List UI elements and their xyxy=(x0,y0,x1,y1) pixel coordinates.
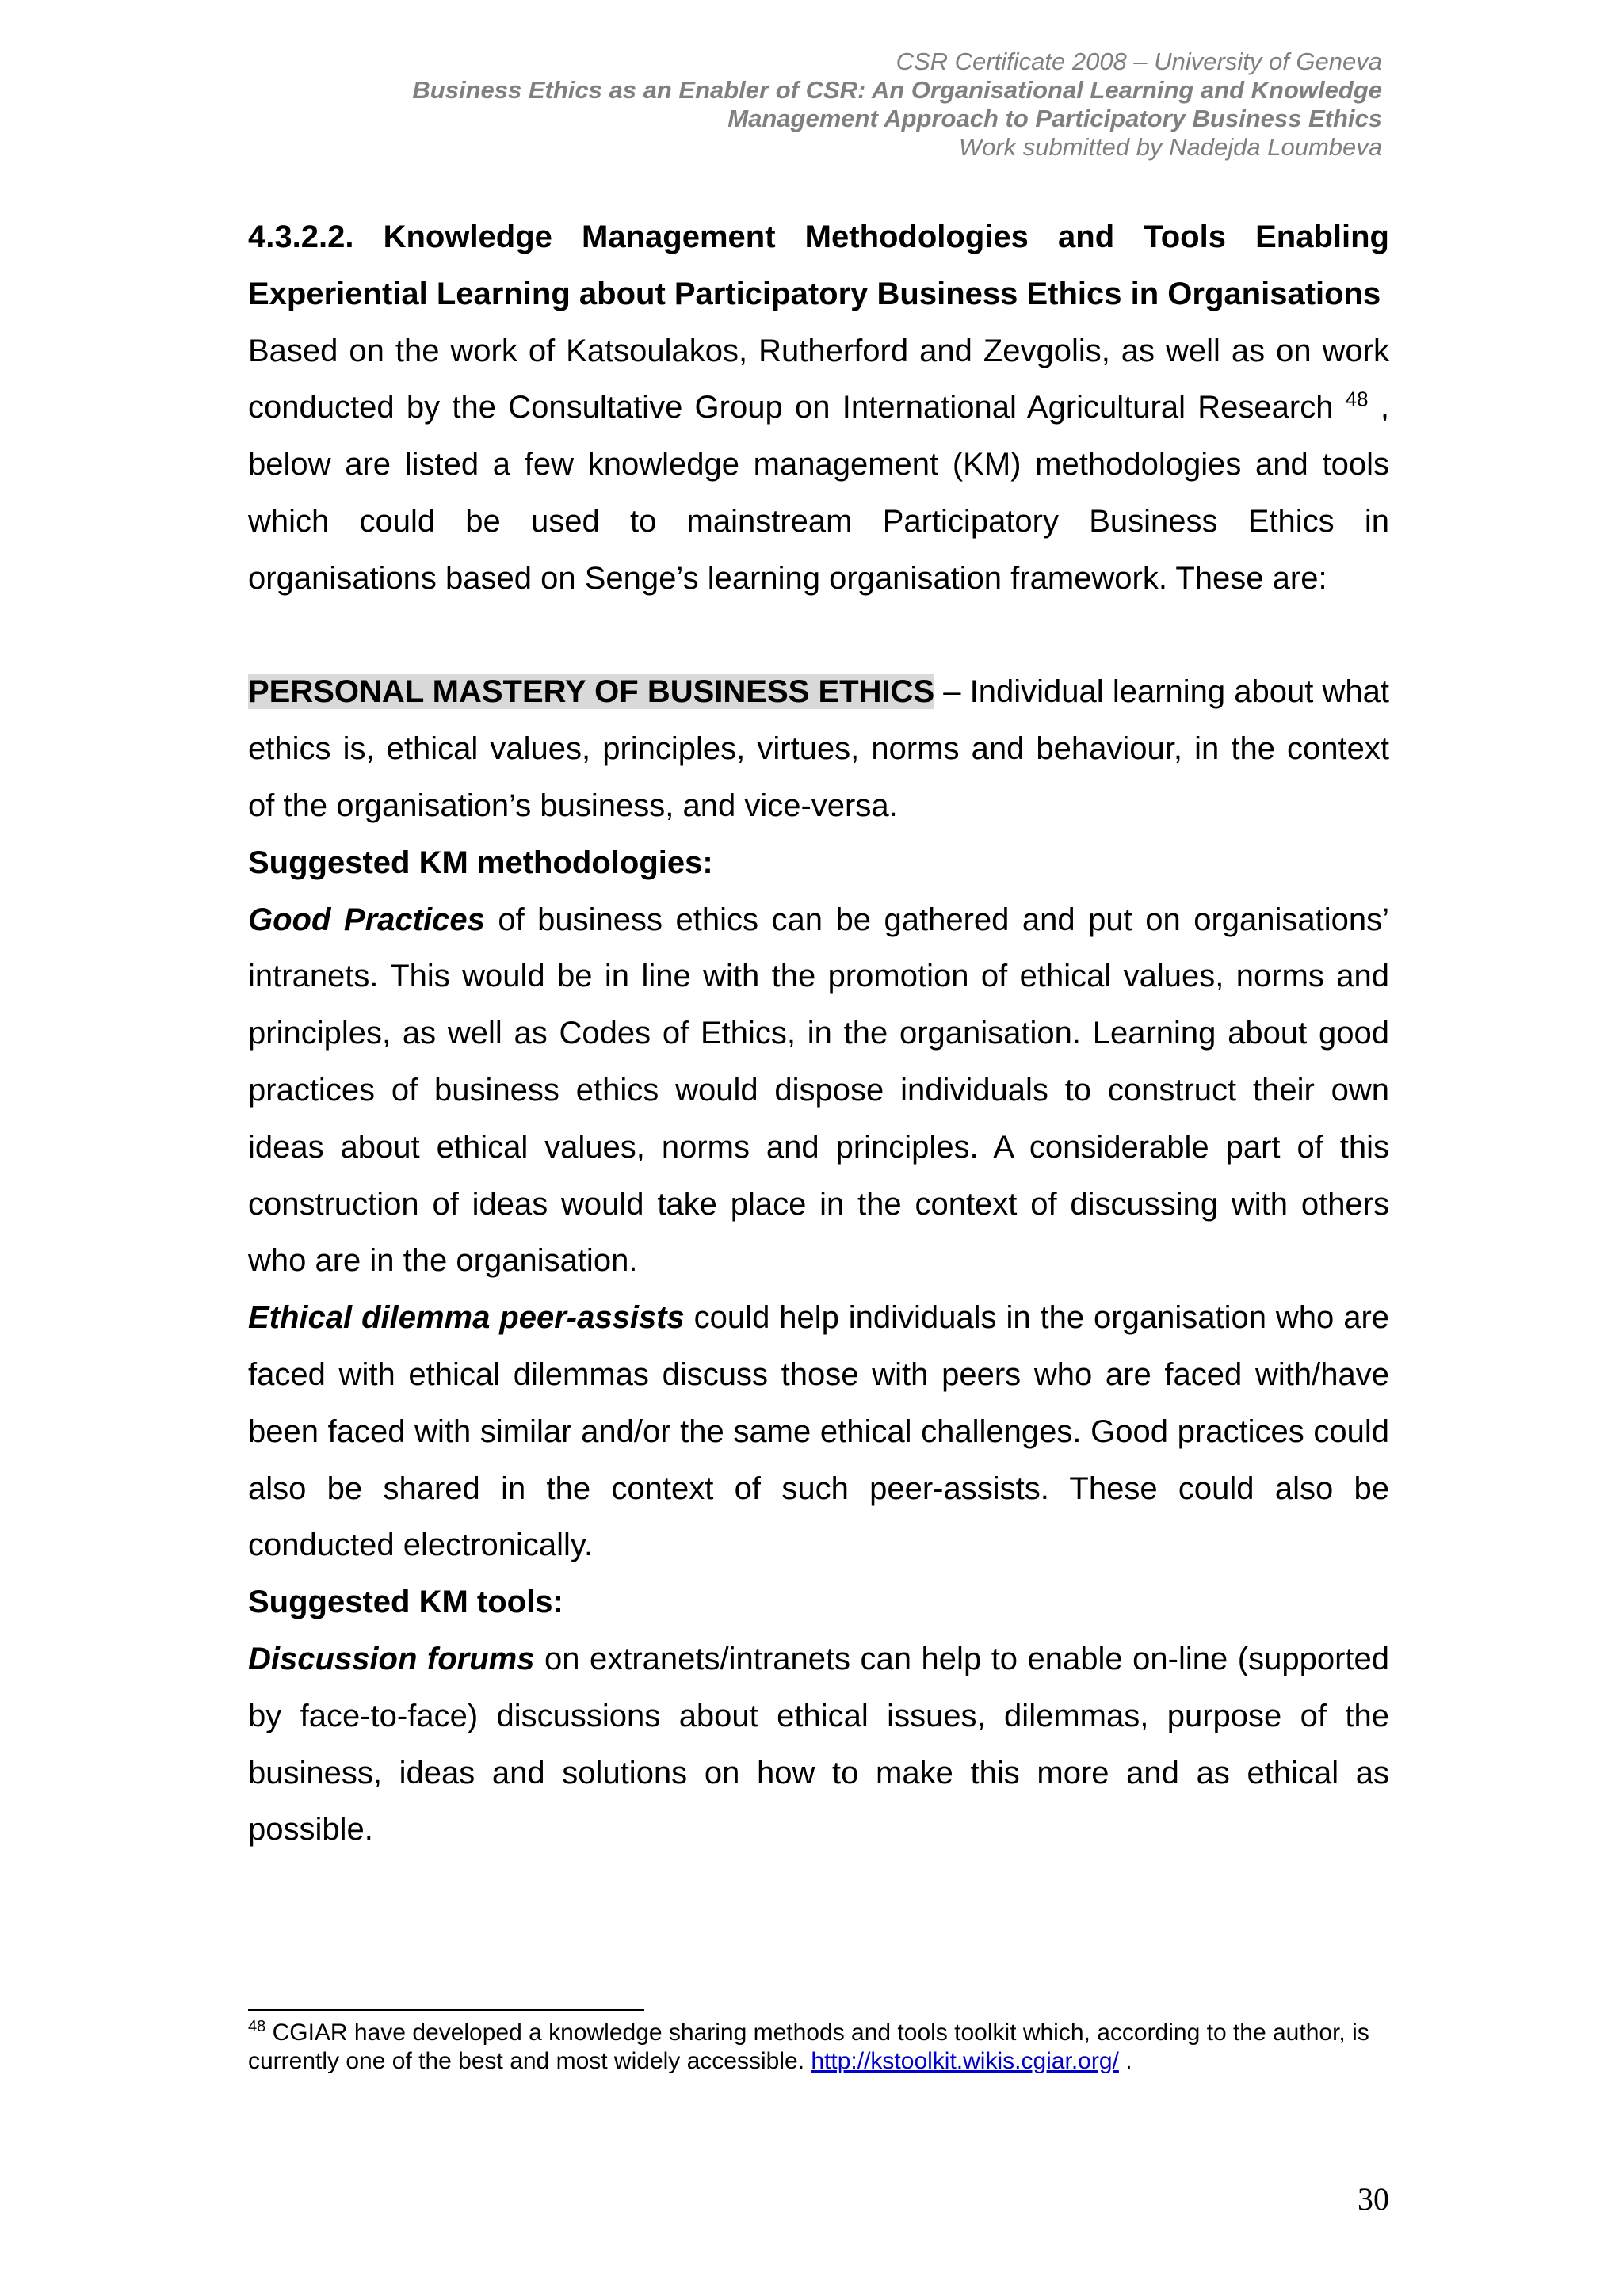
tools-heading: Suggested KM tools: xyxy=(248,1585,563,1620)
intro-paragraph xyxy=(248,323,1389,608)
intro-text-after-ref: , below are listed a few knowledge management (KM) methodologies and tools which could be used to mainstream Participatory Business Ethics in organisations based on Senge’s learning organisation framework. These are: xyxy=(248,390,1389,596)
footnote-separator xyxy=(248,2009,644,2011)
intro-text-before-ref: Based on the work of Katsoulakos, Rutherford and Zevgolis, as well as on work conducted by the Consultative Group on International Agricultural Research xyxy=(248,333,1389,425)
personal-mastery-paragraph xyxy=(248,664,1389,834)
footnote-trailing: . xyxy=(1118,2048,1132,2074)
discussion-forums-term: Discussion forums xyxy=(248,1641,535,1676)
footnote-reference[interactable]: 48 xyxy=(1345,387,1369,412)
peer-assists-term: Ethical dilemma peer-assists xyxy=(248,1300,685,1336)
footnote-text: CGIAR have developed a knowledge sharing methods and tools toolkit which, according to the author, is currently one of the best and most widely accessible. xyxy=(248,2019,1369,2074)
header-title-line-1: Business Ethics as an Enabler of CSR: An Organisational Learning and Knowledge xyxy=(412,76,1382,104)
methodologies-heading: Suggested KM methodologies: xyxy=(248,845,713,880)
good-practices-paragraph xyxy=(248,892,1389,1291)
peer-assists-paragraph xyxy=(248,1290,1389,1574)
discussion-forums-paragraph xyxy=(248,1631,1389,1859)
section-heading: 4.3.2.2. Knowledge Management Methodologies and Tools Enabling Experiential Learning about Participatory Business Ethics in Organisations xyxy=(248,219,1389,311)
header-author-line: Work submitted by Nadejda Loumbeva xyxy=(958,133,1382,161)
header-certificate-line: CSR Certificate 2008 – University of Geneva xyxy=(896,48,1382,75)
running-header xyxy=(193,48,1382,162)
good-practices-term: Good Practices xyxy=(248,902,485,937)
good-practices-text: of business ethics can be gathered and put on organisations’ intranets. This would be in line with the promotion of ethical values, norms and principles, as well as Codes of Ethics, in the organisation. Learning about good practices of business ethics would dispose individuals to construct their own ideas about ethical values, norms and principles. A considerable part of this construction of ideas would take place in the context of discussing with others who are in the organisation. xyxy=(248,902,1390,1279)
personal-mastery-text: – Individual learning about what ethics is, ethical values, principles, virtues, norms and behaviour, in the context of the organisation’s business, and vice-versa. xyxy=(248,674,1389,823)
paragraph-spacer xyxy=(248,608,1389,665)
personal-mastery-label: PERSONAL MASTERY OF BUSINESS ETHICS xyxy=(248,674,935,710)
footnote-link[interactable]: http://kstoolkit.wikis.cgiar.org/ xyxy=(811,2048,1119,2074)
header-title-line-2: Management Approach to Participatory Business Ethics xyxy=(727,105,1382,132)
footnote-number: 48 xyxy=(248,2018,266,2035)
discussion-forums-text: on extranets/intranets can help to enable on-line (supported by face-to-face) discussions about ethical issues, dilemmas, purpose of the business, ideas and solutions on how to make this more and as ethical as possible. xyxy=(248,1641,1390,1848)
page-number: 30 xyxy=(1358,2181,1389,2217)
footnote xyxy=(248,2019,1405,2076)
peer-assists-text: could help individuals in the organisation who are faced with ethical dilemmas discuss those with peers who are faced with/have been faced with similar and/or the same ethical challenges. Good practices could also be shared in the context of such peer-assists. These could also be conducted electronically. xyxy=(248,1300,1390,1563)
body-text xyxy=(248,209,1389,1859)
